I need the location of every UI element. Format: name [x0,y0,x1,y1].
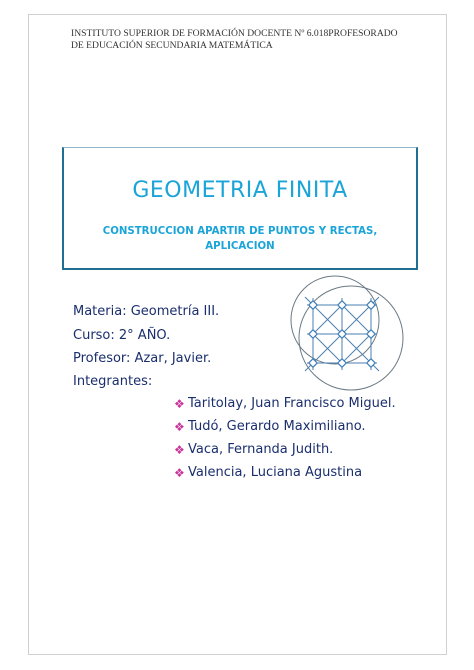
diamond-bullet-icon: ❖ [174,442,185,457]
integrantes-label: Integrantes: [73,374,153,389]
student-name: Vaca, Fernanda Judith. [188,442,334,457]
student-name: Taritolay, Juan Francisco Miguel. [188,396,396,411]
document-subtitle [64,224,416,254]
materia-line: Materia: Geometría III. [73,304,220,319]
subtitle-line-1: CONSTRUCCION APARTIR DE PUNTOS Y RECTAS, [102,226,378,237]
curso-line: Curso: 2° AÑO. [73,328,171,343]
diamond-bullet-icon: ❖ [174,396,185,411]
student-name: Tudó, Gerardo Maximiliano. [188,419,366,434]
subtitle-line-2: APLICACION [205,241,275,252]
institute-header: INSTITUTO SUPERIOR DE FORMACIÓN DOCENTE Nº 6.018PROFESORADO DE EDUCACIÓN SECUNDARIA MATEMÁTICA [71,28,398,51]
figure-circle [291,276,379,364]
list-item [174,461,396,484]
list-item [174,392,396,415]
profesor-line: Profesor: Azar, Javier. [73,351,212,366]
list-item [174,415,396,438]
diamond-bullet-icon: ❖ [174,465,185,480]
diamond-bullet-icon: ❖ [174,419,185,434]
finite-geometry-figure [277,272,413,392]
list-item [174,438,396,461]
student-name: Valencia, Luciana Agustina [188,465,363,480]
title-box [62,147,418,270]
student-list [174,392,396,484]
document-title: GEOMETRIA FINITA [132,178,348,203]
